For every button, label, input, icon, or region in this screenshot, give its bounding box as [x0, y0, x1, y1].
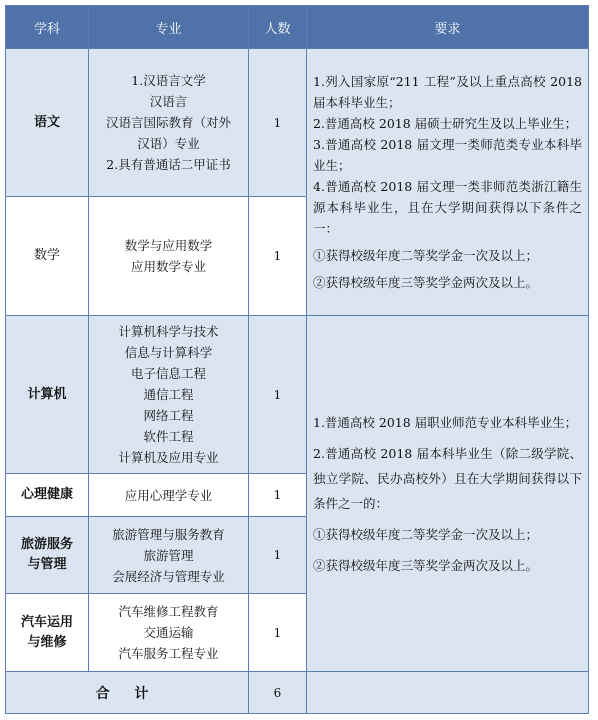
requirement-item: 1.列入国家原“211 工程”及以上重点高校 2018 届本科毕业生；	[313, 74, 582, 110]
major-item: 会展经济与管理专业	[112, 568, 225, 584]
subject-computer: 计算机	[6, 316, 89, 474]
row-computer	[6, 316, 589, 474]
requirement-item: 2.普通高校 2018 届硕士研究生及以上毕业生；	[313, 116, 578, 131]
condition-item: ②获得校级年度三等奖学金两次及以上。	[313, 557, 539, 573]
row-total	[6, 672, 589, 714]
requirement-item: 3.普通高校 2018 届文理一类师范类专业本科毕业生；	[313, 137, 582, 173]
major-item: 信息与计算科学	[124, 345, 213, 360]
count-chinese: 1	[249, 49, 307, 197]
requirement-item: 4.普通高校 2018 届文理一类非师范类浙江籍生源本科毕业生，且在大学期间获得以下条件之一：	[313, 179, 582, 236]
major-item: 汉语言国际教育（对外	[105, 115, 231, 130]
header-count: 人数	[249, 6, 307, 49]
requirements-group-2	[307, 316, 589, 672]
major-item: 网络工程	[143, 408, 194, 423]
condition-item: ①获得校级年度二等奖学金一次及以上；	[313, 248, 539, 263]
count-tourism: 1	[249, 517, 307, 594]
majors-chinese	[89, 49, 249, 197]
major-item: 旅游管理	[143, 547, 194, 563]
major-item: 2.具有普通话二甲证书	[106, 157, 231, 172]
majors-psych	[89, 474, 249, 517]
major-item: 计算机科学与技术	[118, 324, 219, 339]
major-item: 应用心理学专业	[124, 487, 213, 503]
major-item: 应用数学专业	[130, 259, 206, 274]
condition-item: ①获得校级年度二等奖学金一次及以上；	[313, 526, 539, 542]
header-major: 专业	[89, 6, 249, 49]
count-math: 1	[249, 197, 307, 316]
recruitment-table	[5, 5, 589, 714]
major-item: 旅游管理与服务教育	[112, 526, 225, 542]
count-psych: 1	[249, 474, 307, 517]
major-item: 1.汉语言文学	[131, 73, 206, 88]
subject-tourism: 旅游服务 与管理	[6, 517, 89, 594]
majors-math	[89, 197, 249, 316]
subject-chinese: 语文	[6, 49, 89, 197]
total-empty	[307, 672, 589, 714]
major-item: 交通运输	[143, 625, 194, 640]
subject-auto: 汽车运用 与维修	[6, 594, 89, 672]
subject-psych: 心理健康	[6, 474, 89, 517]
header-row	[6, 6, 589, 49]
majors-tourism	[89, 517, 249, 594]
majors-computer	[89, 316, 249, 474]
requirement-item: 2.普通高校 2018 届本科毕业生（除二级学院、独立学院、民办高校外）且在大学期间获得以下条件之一的：	[313, 445, 582, 511]
requirements-group-1	[307, 49, 589, 316]
header-requirement: 要求	[307, 6, 589, 49]
major-item: 软件工程	[143, 429, 194, 444]
major-item: 通信工程	[143, 387, 194, 402]
header-subject: 学科	[6, 6, 89, 49]
major-item: 汽车服务工程专业	[118, 646, 219, 661]
condition-item: ②获得校级年度三等奖学金两次及以上。	[313, 275, 539, 290]
major-item: 汽车维修工程教育	[118, 604, 219, 619]
major-item: 计算机及应用专业	[118, 450, 219, 465]
major-item: 汉语）专业	[137, 136, 200, 151]
subject-math: 数学	[6, 197, 89, 316]
total-label: 合 计	[6, 672, 249, 714]
major-item: 数学与应用数学	[124, 238, 213, 253]
requirement-item: 1.普通高校 2018 届职业师范专业本科毕业生；	[313, 414, 578, 430]
row-chinese	[6, 49, 589, 197]
total-count: 6	[249, 672, 307, 714]
majors-auto	[89, 594, 249, 672]
major-item: 电子信息工程	[130, 366, 206, 381]
count-computer: 1	[249, 316, 307, 474]
count-auto: 1	[249, 594, 307, 672]
major-item: 汉语言	[149, 94, 188, 109]
